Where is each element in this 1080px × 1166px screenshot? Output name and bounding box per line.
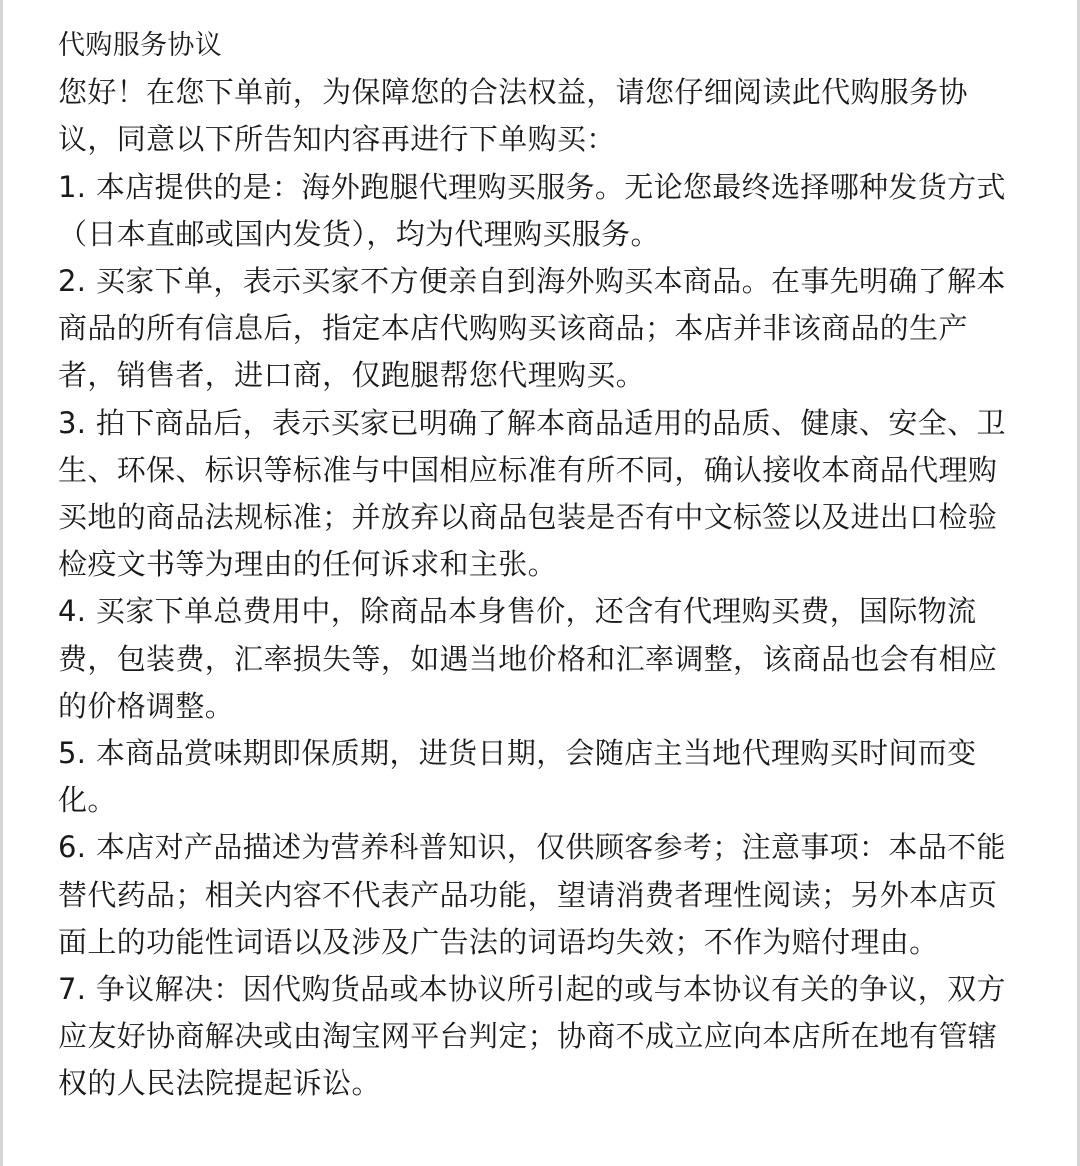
clause-7: 7. 争议解决：因代购货品或本协议所引起的或与本协议有关的争议，双方应友好协商解决或由淘宝网平台判定；协商不成立应向本店所在地有管辖权的人民法院提起诉讼。 [58, 972, 1006, 1101]
clause-6: 6. 本店对产品描述为营养科普知识，仅供顾客参考；注意事项：本品不能替代药品；相关内容不代表产品功能，望请消费者理性阅读；另外本店页面上的功能性词语以及涉及广告法的词语均失效；不作为赔付理由。 [58, 830, 1006, 959]
clause-4: 4. 买家下单总费用中，除商品本身售价，还含有代理购买费，国际物流费，包装费，汇率损失等，如遇当地价格和汇率调整，该商品也会有相应的价格调整。 [58, 594, 998, 723]
intro-paragraph: 您好！在您下单前，为保障您的合法权益，请您仔细阅读此代购服务协议，同意以下所告知内容再进行下单购买： [58, 75, 968, 157]
document-title: 代购服务协议 [58, 30, 223, 61]
clause-1: 1. 本店提供的是：海外跑腿代理购买服务。无论您最终选择哪种发货方式（日本直邮或国内发货），均为代理购买服务。 [58, 169, 1006, 251]
clause-3: 3. 拍下商品后，表示买家已明确了解本商品适用的品质、健康、安全、卫生、环保、标识等标准与中国相应标准有所不同，确认接收本商品代理购买地的商品法规标准；并放弃以商品包装是否有中文标签以及进出口检验检疫文书等为理由的任何诉求和主张。 [58, 405, 1006, 582]
clause-2: 2. 买家下单，表示买家不方便亲自到海外购买本商品。在事先明确了解本商品的所有信息后，指定本店代购购买该商品；本店并非该商品的生产者，销售者，进口商，仅跑腿帮您代理购买。 [58, 264, 1006, 393]
agreement-document [58, 22, 1008, 1108]
clause-5: 5. 本商品赏味期即保质期，进货日期，会随店主当地代理购买时间而变化。 [58, 736, 977, 818]
